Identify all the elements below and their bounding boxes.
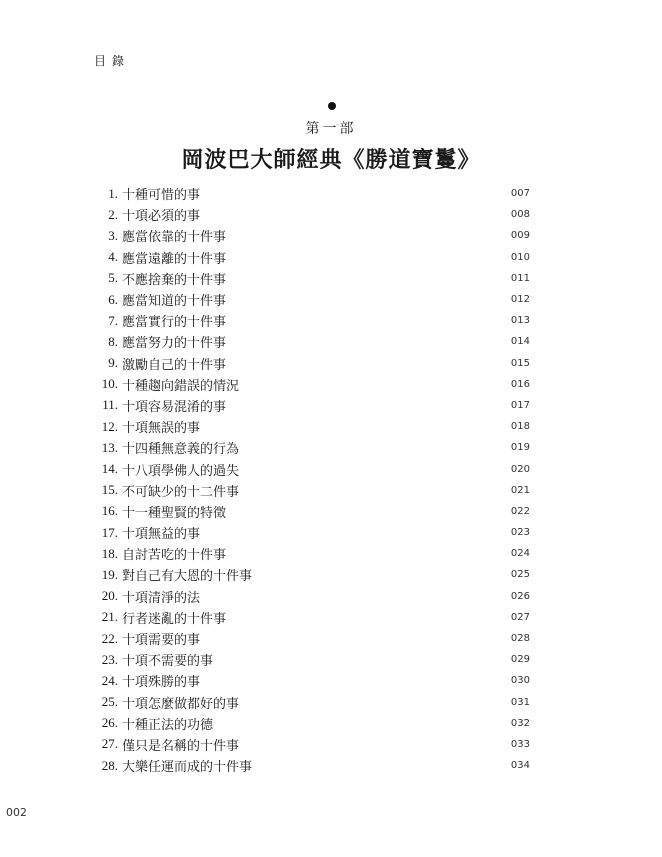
toc-entry[interactable]	[94, 225, 530, 246]
entry-page-number: 019	[510, 442, 530, 454]
entry-number: 1.	[108, 185, 118, 201]
toc-entry[interactable]	[94, 416, 530, 437]
entry-page-number: 022	[510, 505, 530, 517]
entry-title: 應當實行的十件事	[122, 315, 227, 331]
entry-number: 3.	[108, 227, 118, 243]
entry-title: 十項必須的事	[122, 209, 201, 225]
entry-page-number: 025	[510, 569, 530, 581]
toc-entry[interactable]	[94, 353, 530, 374]
toc-entry[interactable]	[94, 310, 530, 331]
toc-entry[interactable]	[94, 586, 530, 607]
page-number: 002	[6, 806, 27, 819]
entry-title: 十種正法的功德	[122, 717, 214, 733]
entry-number: 8.	[108, 333, 118, 349]
toc-entry[interactable]	[94, 755, 530, 776]
entry-title: 激勵自己的十件事	[122, 357, 227, 373]
entry-title: 十項不需要的事	[122, 654, 214, 670]
toc-entry[interactable]	[94, 522, 530, 543]
entry-title: 十項容易混淆的事	[122, 399, 227, 415]
entry-title: 十種趨向錯誤的情況	[122, 378, 240, 394]
toc-entry[interactable]	[94, 564, 530, 585]
bullet-ornament	[328, 102, 336, 110]
entry-number: 22.	[101, 630, 118, 646]
toc-entry[interactable]	[94, 289, 530, 310]
toc-entry[interactable]	[94, 183, 530, 204]
entry-number: 21.	[101, 609, 118, 625]
entry-title: 十項無益的事	[122, 527, 201, 543]
toc-entry[interactable]	[94, 501, 530, 522]
entry-number: 14.	[101, 461, 118, 477]
entry-number: 16.	[101, 503, 118, 519]
table-of-contents	[94, 183, 530, 776]
entry-page-number: 032	[510, 717, 530, 729]
toc-entry[interactable]	[94, 268, 530, 289]
entry-page-number: 023	[510, 527, 530, 539]
entry-page-number: 017	[510, 399, 530, 411]
entry-title: 十項無誤的事	[122, 421, 201, 437]
toc-entry[interactable]	[94, 543, 530, 564]
entry-number: 24.	[101, 672, 118, 688]
entry-page-number: 034	[510, 760, 530, 772]
toc-entry[interactable]	[94, 458, 530, 479]
entry-title: 十一種聖賢的特徵	[122, 505, 227, 521]
entry-page-number: 030	[510, 675, 530, 687]
entry-title: 不應捨棄的十件事	[122, 272, 227, 288]
entry-title: 不可缺少的十二件事	[122, 484, 240, 500]
entry-number: 7.	[108, 312, 118, 328]
entry-page-number: 010	[510, 251, 530, 263]
toc-entry[interactable]	[94, 713, 530, 734]
entry-page-number: 028	[510, 633, 530, 645]
toc-entry[interactable]	[94, 734, 530, 755]
entry-page-number: 007	[510, 188, 530, 200]
entry-page-number: 031	[510, 696, 530, 708]
entry-page-number: 033	[510, 738, 530, 750]
entry-title: 十項清淨的法	[122, 590, 201, 606]
toc-entry[interactable]	[94, 247, 530, 268]
entry-number: 11.	[102, 397, 118, 413]
toc-entry[interactable]	[94, 628, 530, 649]
entry-title: 十項需要的事	[122, 633, 201, 649]
toc-entry[interactable]	[94, 480, 530, 501]
toc-entry[interactable]	[94, 607, 530, 628]
entry-page-number: 016	[510, 378, 530, 390]
entry-title: 大樂任運而成的十件事	[122, 760, 253, 776]
entry-title: 行者迷亂的十件事	[122, 611, 227, 627]
entry-number: 25.	[101, 694, 118, 710]
toc-entry[interactable]	[94, 670, 530, 691]
toc-entry[interactable]	[94, 437, 530, 458]
entry-number: 27.	[101, 736, 118, 752]
entry-title: 應當努力的十件事	[122, 336, 227, 352]
toc-entry[interactable]	[94, 374, 530, 395]
toc-entry[interactable]	[94, 649, 530, 670]
entry-number: 4.	[108, 249, 118, 265]
entry-number: 15.	[101, 482, 118, 498]
entry-title: 十種可惜的事	[122, 188, 201, 204]
entry-page-number: 011	[510, 272, 530, 284]
entry-title: 應當依靠的十件事	[122, 230, 227, 246]
entry-page-number: 021	[510, 484, 530, 496]
entry-title: 應當遠離的十件事	[122, 251, 227, 267]
entry-title: 自討苦吃的十件事	[122, 548, 227, 564]
entry-page-number: 014	[510, 336, 530, 348]
entry-number: 20.	[101, 588, 118, 604]
entry-number: 13.	[101, 439, 118, 455]
entry-page-number: 029	[510, 654, 530, 666]
entry-title: 應當知道的十件事	[122, 294, 227, 310]
entry-page-number: 020	[510, 463, 530, 475]
part-label: 第一部	[305, 121, 357, 137]
entry-number: 17.	[101, 524, 118, 540]
entry-page-number: 018	[510, 421, 530, 433]
entry-title: 十四種無意義的行為	[122, 442, 240, 458]
entry-page-number: 008	[510, 209, 530, 221]
part-title: 岡波巴大師經典《勝道寶鬘》	[181, 148, 481, 173]
entry-number: 19.	[101, 566, 118, 582]
entry-page-number: 012	[510, 294, 530, 306]
entry-page-number: 013	[510, 315, 530, 327]
entry-title: 僅只是名稱的十件事	[122, 738, 240, 754]
toc-entry[interactable]	[94, 692, 530, 713]
entry-page-number: 027	[510, 611, 530, 623]
entry-number: 6.	[108, 291, 118, 307]
entry-number: 10.	[101, 376, 118, 392]
entry-title: 十八項學佛人的過失	[122, 463, 240, 479]
entry-title: 十項殊勝的事	[122, 675, 201, 691]
entry-number: 9.	[108, 355, 118, 371]
entry-page-number: 024	[510, 548, 530, 560]
entry-page-number: 009	[510, 230, 530, 242]
entry-number: 2.	[108, 206, 118, 222]
toc-entry[interactable]	[94, 331, 530, 352]
entry-number: 18.	[101, 545, 118, 561]
entry-title: 十項怎麼做都好的事	[122, 696, 240, 712]
toc-entry[interactable]	[94, 204, 530, 225]
entry-number: 26.	[101, 715, 118, 731]
entry-number: 5.	[108, 270, 118, 286]
entry-title: 對自己有大恩的十件事	[122, 569, 253, 585]
entry-number: 12.	[101, 418, 118, 434]
section-header: 目錄	[94, 54, 131, 68]
entry-page-number: 026	[510, 590, 530, 602]
toc-entry[interactable]	[94, 395, 530, 416]
entry-page-number: 015	[510, 357, 530, 369]
entry-number: 23.	[101, 651, 118, 667]
entry-number: 28.	[101, 757, 118, 773]
